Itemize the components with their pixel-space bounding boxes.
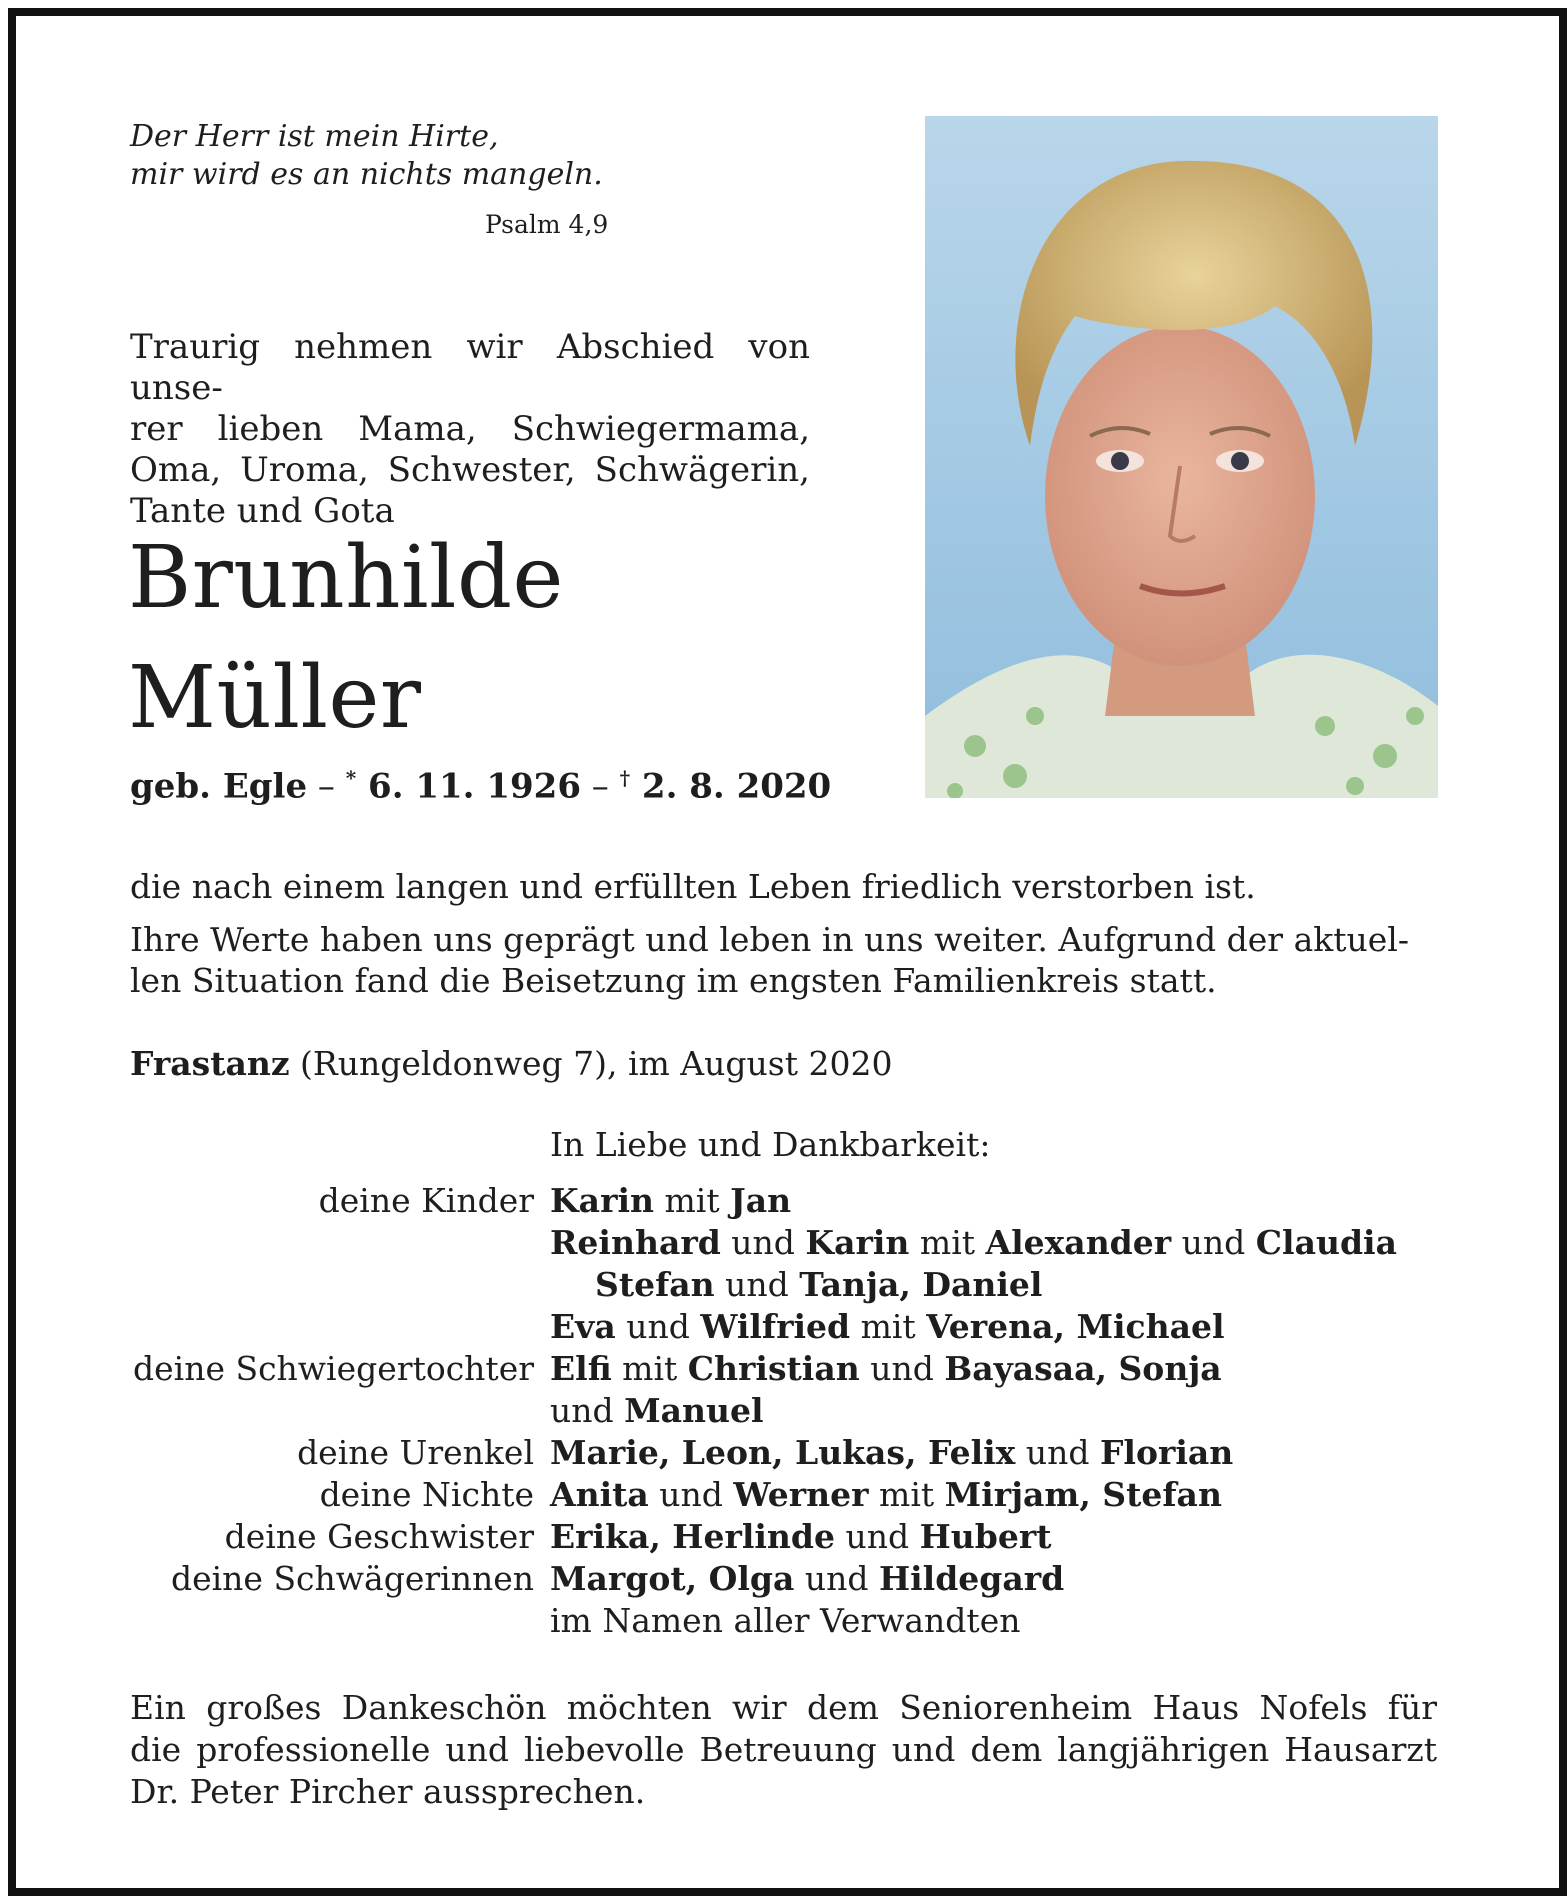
- mourner-names: und Manuel: [550, 1391, 764, 1430]
- body-line-3: len Situation fand die Beisetzung im engsten Familienkreis statt.: [130, 961, 1217, 1000]
- place-rest: (Rungeldonweg 7), im August 2020: [289, 1044, 893, 1083]
- mourner-names: Margot, Olga und Hildegard: [550, 1559, 1065, 1598]
- place-town: Frastanz: [130, 1044, 290, 1083]
- mourner-row: [0, 1391, 1567, 1433]
- relation-label: deine Kinder: [318, 1181, 534, 1220]
- psalm-verse-line-2: mir wird es an nichts mangeln.: [130, 157, 603, 192]
- mourner-row: [0, 1601, 1567, 1643]
- psalm-reference: Psalm 4,9: [485, 210, 609, 239]
- deceased-last-name: Müller: [128, 648, 422, 748]
- mourners-heading: In Liebe und Dankbarkeit:: [550, 1125, 991, 1164]
- mourner-names: Erika, Herlinde und Hubert: [550, 1517, 1052, 1556]
- closing-line: Dr. Peter Pircher aussprechen.: [130, 1772, 646, 1811]
- birth-marker: *: [345, 766, 357, 790]
- death-marker: †: [619, 766, 631, 790]
- relation-label: deine Schwiegertochter: [132, 1349, 534, 1388]
- birth-name: geb. Egle: [130, 766, 308, 807]
- mourner-row: [0, 1265, 1567, 1307]
- relation-label: deine Geschwister: [224, 1517, 534, 1556]
- mourner-row: [0, 1475, 1567, 1517]
- mourner-names: Anita und Werner mit Mirjam, Stefan: [550, 1475, 1222, 1514]
- mourner-row: [0, 1307, 1567, 1349]
- mourner-names: Karin mit Jan: [550, 1181, 792, 1220]
- mourners-closing-line: im Namen aller Verwandten: [550, 1601, 1021, 1640]
- mourner-row: [0, 1223, 1567, 1265]
- mourner-names: Stefan und Tanja, Daniel: [595, 1265, 1043, 1304]
- closing-thanks: [130, 1687, 1437, 1813]
- intro-line: rer lieben Mama, Schwiegermama,: [130, 409, 810, 449]
- relation-label: deine Schwägerinnen: [170, 1559, 534, 1598]
- intro-line: Tante und Gota: [130, 491, 395, 531]
- portrait-photo: [925, 116, 1438, 798]
- closing-line: die professionelle und liebevolle Betreuung und dem langjährigen Hausarzt: [130, 1730, 1437, 1769]
- closing-line: Ein großes Dankeschön möchten wir dem Seniorenheim Haus Nofels für: [130, 1688, 1437, 1727]
- place-and-date: [130, 1043, 892, 1084]
- mourner-names: Marie, Leon, Lukas, Felix und Florian: [550, 1433, 1234, 1472]
- life-dates: geb. Egle – * 6. 11. 1926 – † 2. 8. 2020: [130, 766, 832, 807]
- death-date: 2. 8. 2020: [641, 766, 832, 807]
- birth-date: 6. 11. 1926: [368, 766, 581, 807]
- relation-label: deine Urenkel: [297, 1433, 534, 1472]
- relation-label: deine Nichte: [319, 1475, 534, 1514]
- mourner-names: Eva und Wilfried mit Verena, Michael: [550, 1307, 1225, 1346]
- intro-line: Oma, Uroma, Schwester, Schwägerin,: [130, 450, 810, 490]
- mourner-names: Reinhard und Karin mit Alexander und Claudia: [550, 1223, 1397, 1262]
- mourner-row: [0, 1517, 1567, 1559]
- intro-text: [130, 327, 810, 532]
- mourner-row: [0, 1559, 1567, 1601]
- body-line-2: Ihre Werte haben uns geprägt und leben in uns weiter. Aufgrund der aktuel-: [130, 920, 1409, 959]
- body-line-1: die nach einem langen und erfüllten Leben friedlich verstorben ist.: [130, 867, 1256, 906]
- intro-line: Traurig nehmen wir Abschied von unse-: [130, 327, 810, 408]
- deceased-first-name: Brunhilde: [128, 528, 564, 628]
- mourner-row: [0, 1349, 1567, 1391]
- mourner-row: [0, 1181, 1567, 1223]
- mourner-row: [0, 1433, 1567, 1475]
- mourner-names: Elfi mit Christian und Bayasaa, Sonja: [550, 1349, 1222, 1388]
- psalm-verse-line-1: Der Herr ist mein Hirte,: [130, 119, 499, 154]
